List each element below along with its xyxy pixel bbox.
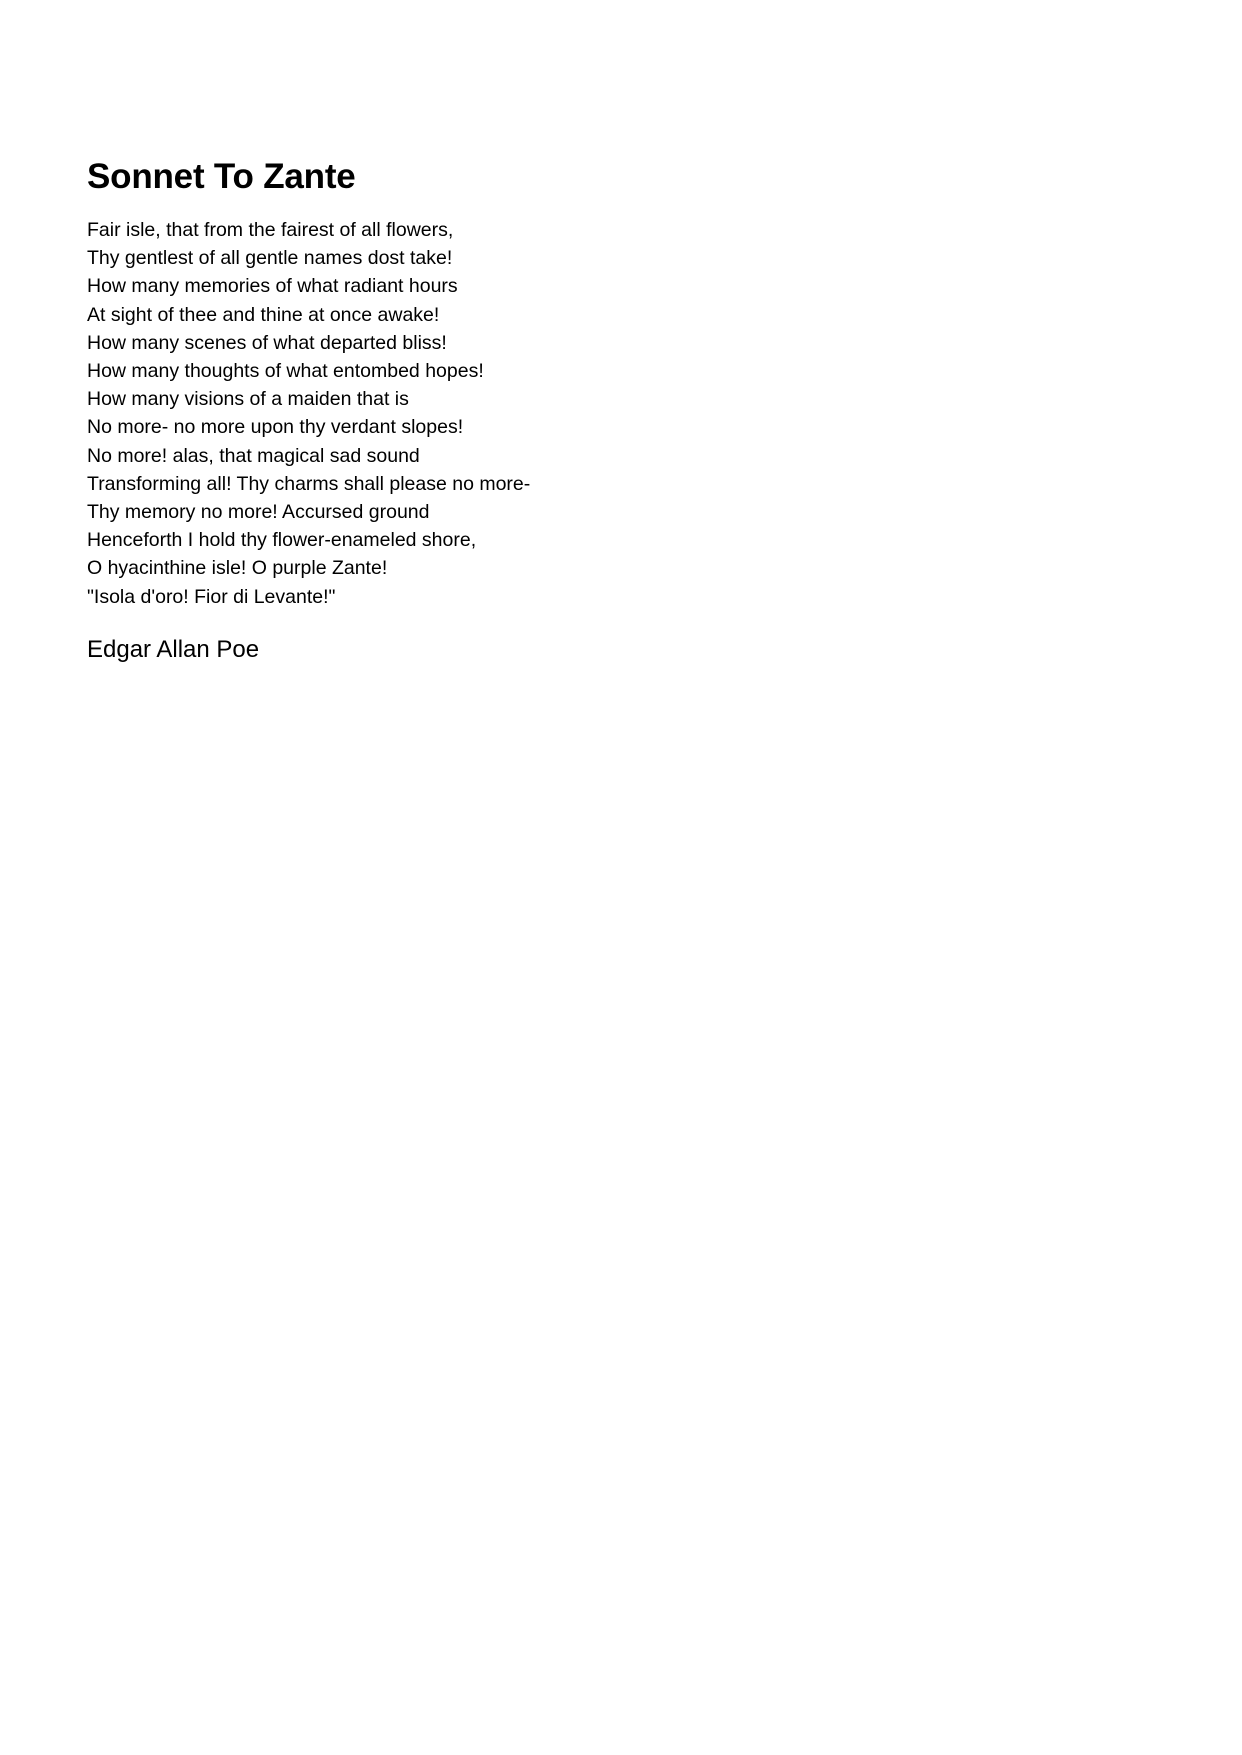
poem-line-7: How many visions of a maiden that is	[87, 388, 409, 411]
poem-line-1: Fair isle, that from the fairest of all flowers,	[87, 219, 454, 241]
poem-title: Sonnet To Zante	[87, 157, 356, 196]
poem-line-6: How many thoughts of what entombed hopes!	[87, 360, 484, 383]
poem-line-11: Thy memory no more! Accursed ground	[87, 501, 430, 524]
poem-line-13: O hyacinthine isle! O purple Zante!	[87, 557, 388, 580]
poem-author: Edgar Allan Poe	[87, 635, 260, 663]
poem-line-10: Transforming all! Thy charms shall please no more-	[87, 472, 531, 495]
poem-line-14: "Isola d'oro! Fior di Levante!"	[87, 585, 336, 608]
poem-line-3: How many memories of what radiant hours	[87, 275, 458, 298]
poem-line-2: Thy gentlest of all gentle names dost take!	[87, 247, 453, 270]
poem-body	[87, 216, 1147, 611]
poem-line-9: No more! alas, that magical sad sound	[87, 444, 420, 467]
poem-line-8: No more- no more upon thy verdant slopes!	[87, 416, 464, 439]
poem-line-5: How many scenes of what departed bliss!	[87, 331, 447, 354]
poem-line-12: Henceforth I hold thy flower-enameled shore,	[87, 529, 477, 552]
poem-line-4: At sight of thee and thine at once awake!	[87, 303, 440, 326]
poem-content	[87, 150, 1147, 667]
